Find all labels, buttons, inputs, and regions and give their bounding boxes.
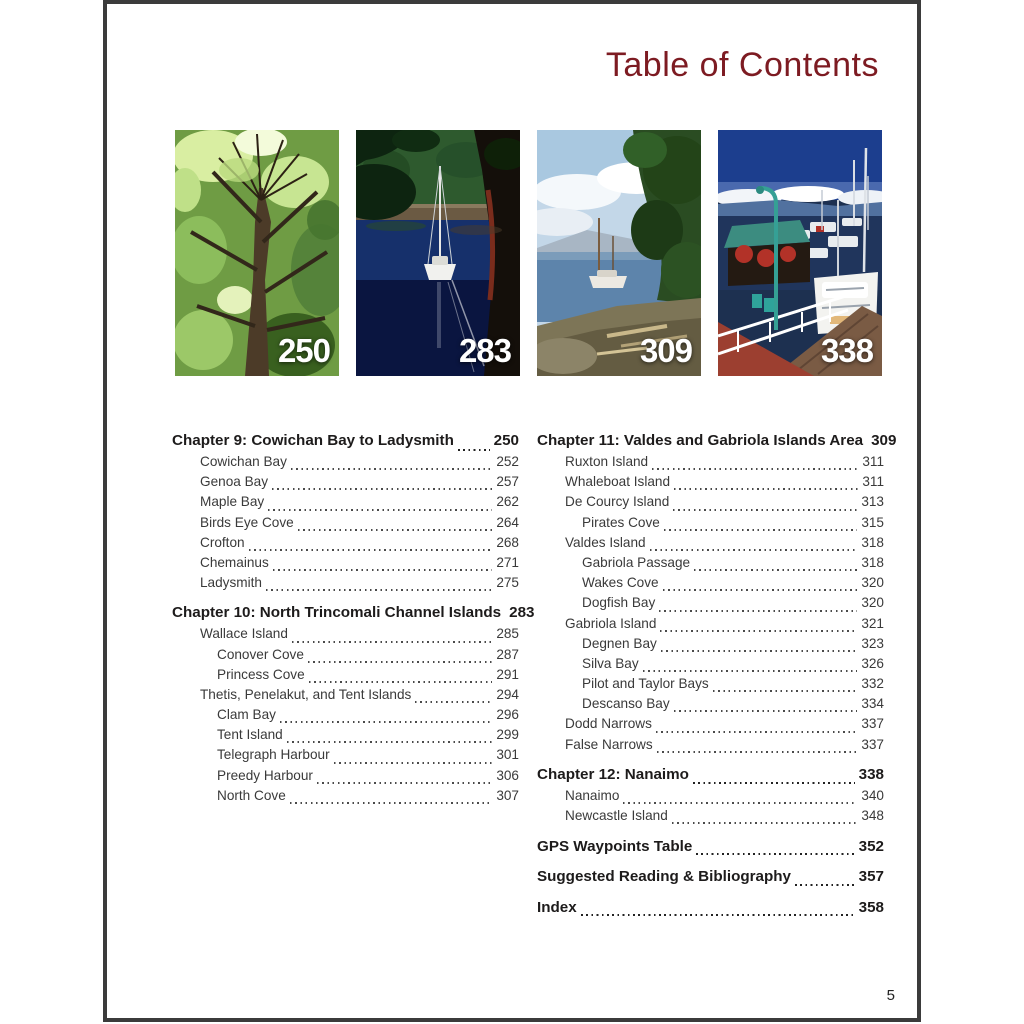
toc-entry-title: Gabriola Passage	[582, 554, 691, 570]
toc-entry-row	[172, 494, 519, 514]
toc-entry-page: 296	[496, 707, 519, 723]
toc-entry-page: 326	[861, 655, 884, 671]
toc-entry-row	[172, 747, 519, 767]
toc-entry-title: Nanaimo	[565, 787, 620, 803]
toc-entry-title: Preedy Harbour	[217, 767, 313, 783]
chapter-photo-sailboat-anchorage	[356, 130, 520, 376]
toc-entry-title: Index	[537, 898, 577, 916]
toc-entry-title: False Narrows	[565, 736, 653, 752]
toc-entry-title: Chapter 9: Cowichan Bay to Ladysmith	[172, 432, 454, 449]
toc-entry-row	[537, 575, 884, 595]
toc-entry-title: Telegraph Harbour	[217, 747, 330, 763]
toc-entry-title: Tent Island	[217, 727, 283, 743]
toc-entry-page: 321	[861, 615, 884, 631]
toc-entry-row	[537, 454, 884, 474]
dot-leader	[659, 610, 857, 612]
toc-entry-page: 338	[858, 765, 884, 783]
toc-entry-title: Conover Cove	[217, 646, 304, 662]
dot-leader	[268, 509, 492, 511]
toc-entry-title: Newcastle Island	[565, 808, 668, 823]
toc-entry-page: 318	[861, 554, 884, 570]
dot-leader	[581, 914, 855, 916]
toc-entry-row	[537, 656, 884, 676]
toc-entry-title: GPS Waypoints Table	[537, 837, 693, 855]
toc-entry-title: Whaleboat Island	[565, 474, 671, 490]
toc-entry-row	[537, 595, 884, 615]
dot-leader	[458, 449, 490, 451]
toc-right-column	[537, 432, 897, 920]
toc-entry-row	[172, 687, 519, 707]
toc-entry-page: 323	[861, 635, 884, 651]
book-page-frame	[103, 0, 921, 1022]
photo-page-number: 338	[820, 332, 873, 369]
toc-entry-row	[172, 788, 519, 808]
toc-entry-title: Degnen Bay	[582, 635, 657, 651]
toc-entry-title: Thetis, Penelakut, and Tent Islands	[200, 686, 412, 702]
toc-entry-page: 320	[861, 595, 884, 611]
toc-entry-page: 320	[861, 575, 884, 591]
toc-entry-row	[172, 647, 519, 667]
dot-leader	[652, 468, 858, 470]
toc-entry-title: Maple Bay	[200, 494, 265, 510]
toc-entry-page: 337	[861, 736, 884, 752]
toc-heading-row	[537, 899, 884, 920]
dot-leader	[656, 731, 857, 733]
toc-entry-page: 318	[861, 534, 884, 550]
toc-entry-title: Wakes Cove	[582, 575, 659, 591]
toc-entry-title: Chapter 12: Nanaimo	[537, 765, 689, 783]
dot-leader	[663, 589, 858, 591]
toc-entry-row	[537, 515, 884, 535]
toc-entry-row	[537, 636, 884, 656]
dot-leader	[623, 802, 857, 804]
toc-entry-title: Genoa Bay	[200, 474, 269, 490]
dot-leader	[273, 569, 493, 571]
toc-entry-page: 337	[861, 716, 884, 732]
toc-entry-title: Gabriola Island	[565, 615, 657, 631]
photo-page-number: 309	[639, 332, 692, 369]
toc-entry-title: Pirates Cove	[582, 514, 660, 530]
dot-leader	[317, 782, 492, 784]
dot-leader	[657, 751, 858, 753]
toc-entry-page: 275	[496, 575, 519, 591]
toc-heading-row	[172, 604, 535, 626]
toc-entry-page: 283	[509, 604, 535, 622]
toc-entry-title: Crofton	[200, 534, 245, 550]
toc-entry-row	[537, 616, 884, 636]
toc-entry-title: North Cove	[217, 787, 286, 803]
toc-entry-page: 252	[496, 454, 519, 469]
chapter-photo-marina	[718, 130, 882, 376]
toc-entry-page: 307	[496, 787, 519, 803]
dot-leader	[795, 884, 855, 886]
toc-entry-title: Chemainus	[200, 554, 269, 570]
toc-entry-page: 287	[496, 646, 519, 662]
dot-leader	[673, 509, 857, 511]
dot-leader	[287, 741, 493, 743]
toc-entry-page: 334	[861, 696, 884, 712]
toc-entry-page: 311	[862, 454, 884, 469]
toc-entry-title: Valdes Island	[565, 534, 646, 550]
toc-entry-page: 291	[496, 666, 519, 682]
toc-entry-title: Princess Cove	[217, 666, 305, 682]
toc-entry-page: 340	[861, 787, 884, 803]
dot-leader	[272, 488, 492, 490]
toc-entry-title: Ladysmith	[200, 575, 262, 591]
dot-leader	[696, 853, 854, 855]
toc-entry-page: 315	[861, 514, 884, 530]
dot-leader	[415, 701, 492, 703]
dot-leader	[280, 721, 492, 723]
toc-left-column	[172, 432, 535, 808]
dot-leader	[664, 529, 857, 531]
toc-entry-page: 313	[861, 494, 884, 510]
toc-entry-page: 332	[861, 676, 884, 692]
dot-leader	[661, 650, 857, 652]
toc-heading-row	[537, 838, 884, 859]
folio-page-number: 5	[886, 987, 895, 1004]
toc-entry-row	[537, 494, 884, 514]
toc-heading-row	[537, 766, 884, 788]
toc-entry-title: Cowichan Bay	[200, 454, 287, 469]
dot-leader	[650, 549, 858, 551]
toc-entry-row	[537, 696, 884, 716]
toc-entry-row	[537, 808, 884, 828]
dot-leader	[672, 822, 858, 824]
toc-entry-page: 311	[862, 474, 884, 490]
toc-entry-page: 348	[861, 808, 884, 823]
toc-entry-row	[537, 555, 884, 575]
toc-entry-page: 301	[496, 747, 519, 763]
dot-leader	[266, 589, 492, 591]
toc-entry-row	[172, 707, 519, 727]
toc-entry-row	[172, 474, 519, 494]
chapter-photo-strip	[175, 130, 882, 376]
page-title: Table of Contents	[605, 46, 879, 84]
dot-leader	[643, 670, 858, 672]
toc-entry-title: Birds Eye Cove	[200, 514, 294, 530]
toc-entry-page: 271	[496, 554, 519, 570]
dot-leader	[290, 802, 493, 804]
dot-leader	[292, 641, 492, 643]
toc-entry-page: 262	[496, 494, 519, 510]
toc-entry-title: Clam Bay	[217, 707, 276, 723]
toc-entry-row	[537, 474, 884, 494]
toc-entry-page: 358	[858, 898, 884, 916]
toc-entry-row	[537, 676, 884, 696]
toc-entry-title: Dodd Narrows	[565, 716, 652, 732]
toc-entry-row	[537, 535, 884, 555]
toc-entry-row	[537, 716, 884, 736]
toc-heading-row	[537, 868, 884, 889]
toc-entry-row	[172, 515, 519, 535]
toc-entry-row	[172, 727, 519, 747]
dot-leader	[334, 762, 493, 764]
toc-entry-page: 294	[496, 686, 519, 702]
toc-entry-page: 306	[496, 767, 519, 783]
toc-entry-title: Suggested Reading & Bibliography	[537, 868, 791, 886]
toc-entry-row	[172, 667, 519, 687]
dot-leader	[713, 690, 858, 692]
toc-entry-title: Wallace Island	[200, 626, 288, 642]
toc-entry-page: 257	[496, 474, 519, 490]
toc-entry-row	[172, 555, 519, 575]
toc-entry-page: 299	[496, 727, 519, 743]
dot-leader	[249, 549, 493, 551]
toc-entry-title: Chapter 10: North Trincomali Channel Islands	[172, 604, 502, 622]
toc-entry-page: 268	[496, 534, 519, 550]
dot-leader	[674, 488, 858, 490]
toc-entry-row	[537, 788, 884, 808]
toc-entry-page: 264	[496, 514, 519, 530]
dot-leader	[309, 681, 493, 683]
dot-leader	[291, 468, 492, 470]
dot-leader	[694, 569, 857, 571]
toc-entry-row	[172, 626, 519, 646]
toc-entry-row	[172, 575, 519, 595]
photo-page-number: 250	[277, 332, 330, 369]
dot-leader	[674, 710, 858, 712]
photo-page-number: 283	[458, 332, 511, 369]
toc-entry-row	[172, 535, 519, 555]
toc-heading-row	[537, 432, 897, 454]
toc-entry-title: Silva Bay	[582, 655, 639, 671]
toc-entry-row	[537, 737, 884, 757]
dot-leader	[693, 782, 855, 784]
dot-leader	[298, 529, 493, 531]
toc-entry-title: Pilot and Taylor Bays	[582, 676, 709, 692]
toc-entry-page: 357	[858, 868, 884, 886]
toc-entry-page: 250	[493, 432, 519, 449]
toc-entry-page: 285	[496, 626, 519, 642]
toc-entry-title: Ruxton Island	[565, 454, 649, 469]
toc-entry-page: 309	[871, 432, 897, 449]
dot-leader	[660, 630, 857, 632]
toc-entry-row	[172, 454, 519, 474]
toc-heading-row	[172, 432, 519, 454]
dot-leader	[308, 661, 492, 663]
toc-entry-title: Chapter 11: Valdes and Gabriola Islands Area	[537, 432, 864, 449]
toc-entry-page: 352	[858, 837, 884, 855]
chapter-photo-tree-canopy	[175, 130, 339, 376]
toc-entry-title: Dogfish Bay	[582, 595, 656, 611]
toc-entry-title: Descanso Bay	[582, 696, 670, 712]
toc-entry-row	[172, 768, 519, 788]
toc-entry-title: De Courcy Island	[565, 494, 670, 510]
chapter-photo-bay-shoreline	[537, 130, 701, 376]
